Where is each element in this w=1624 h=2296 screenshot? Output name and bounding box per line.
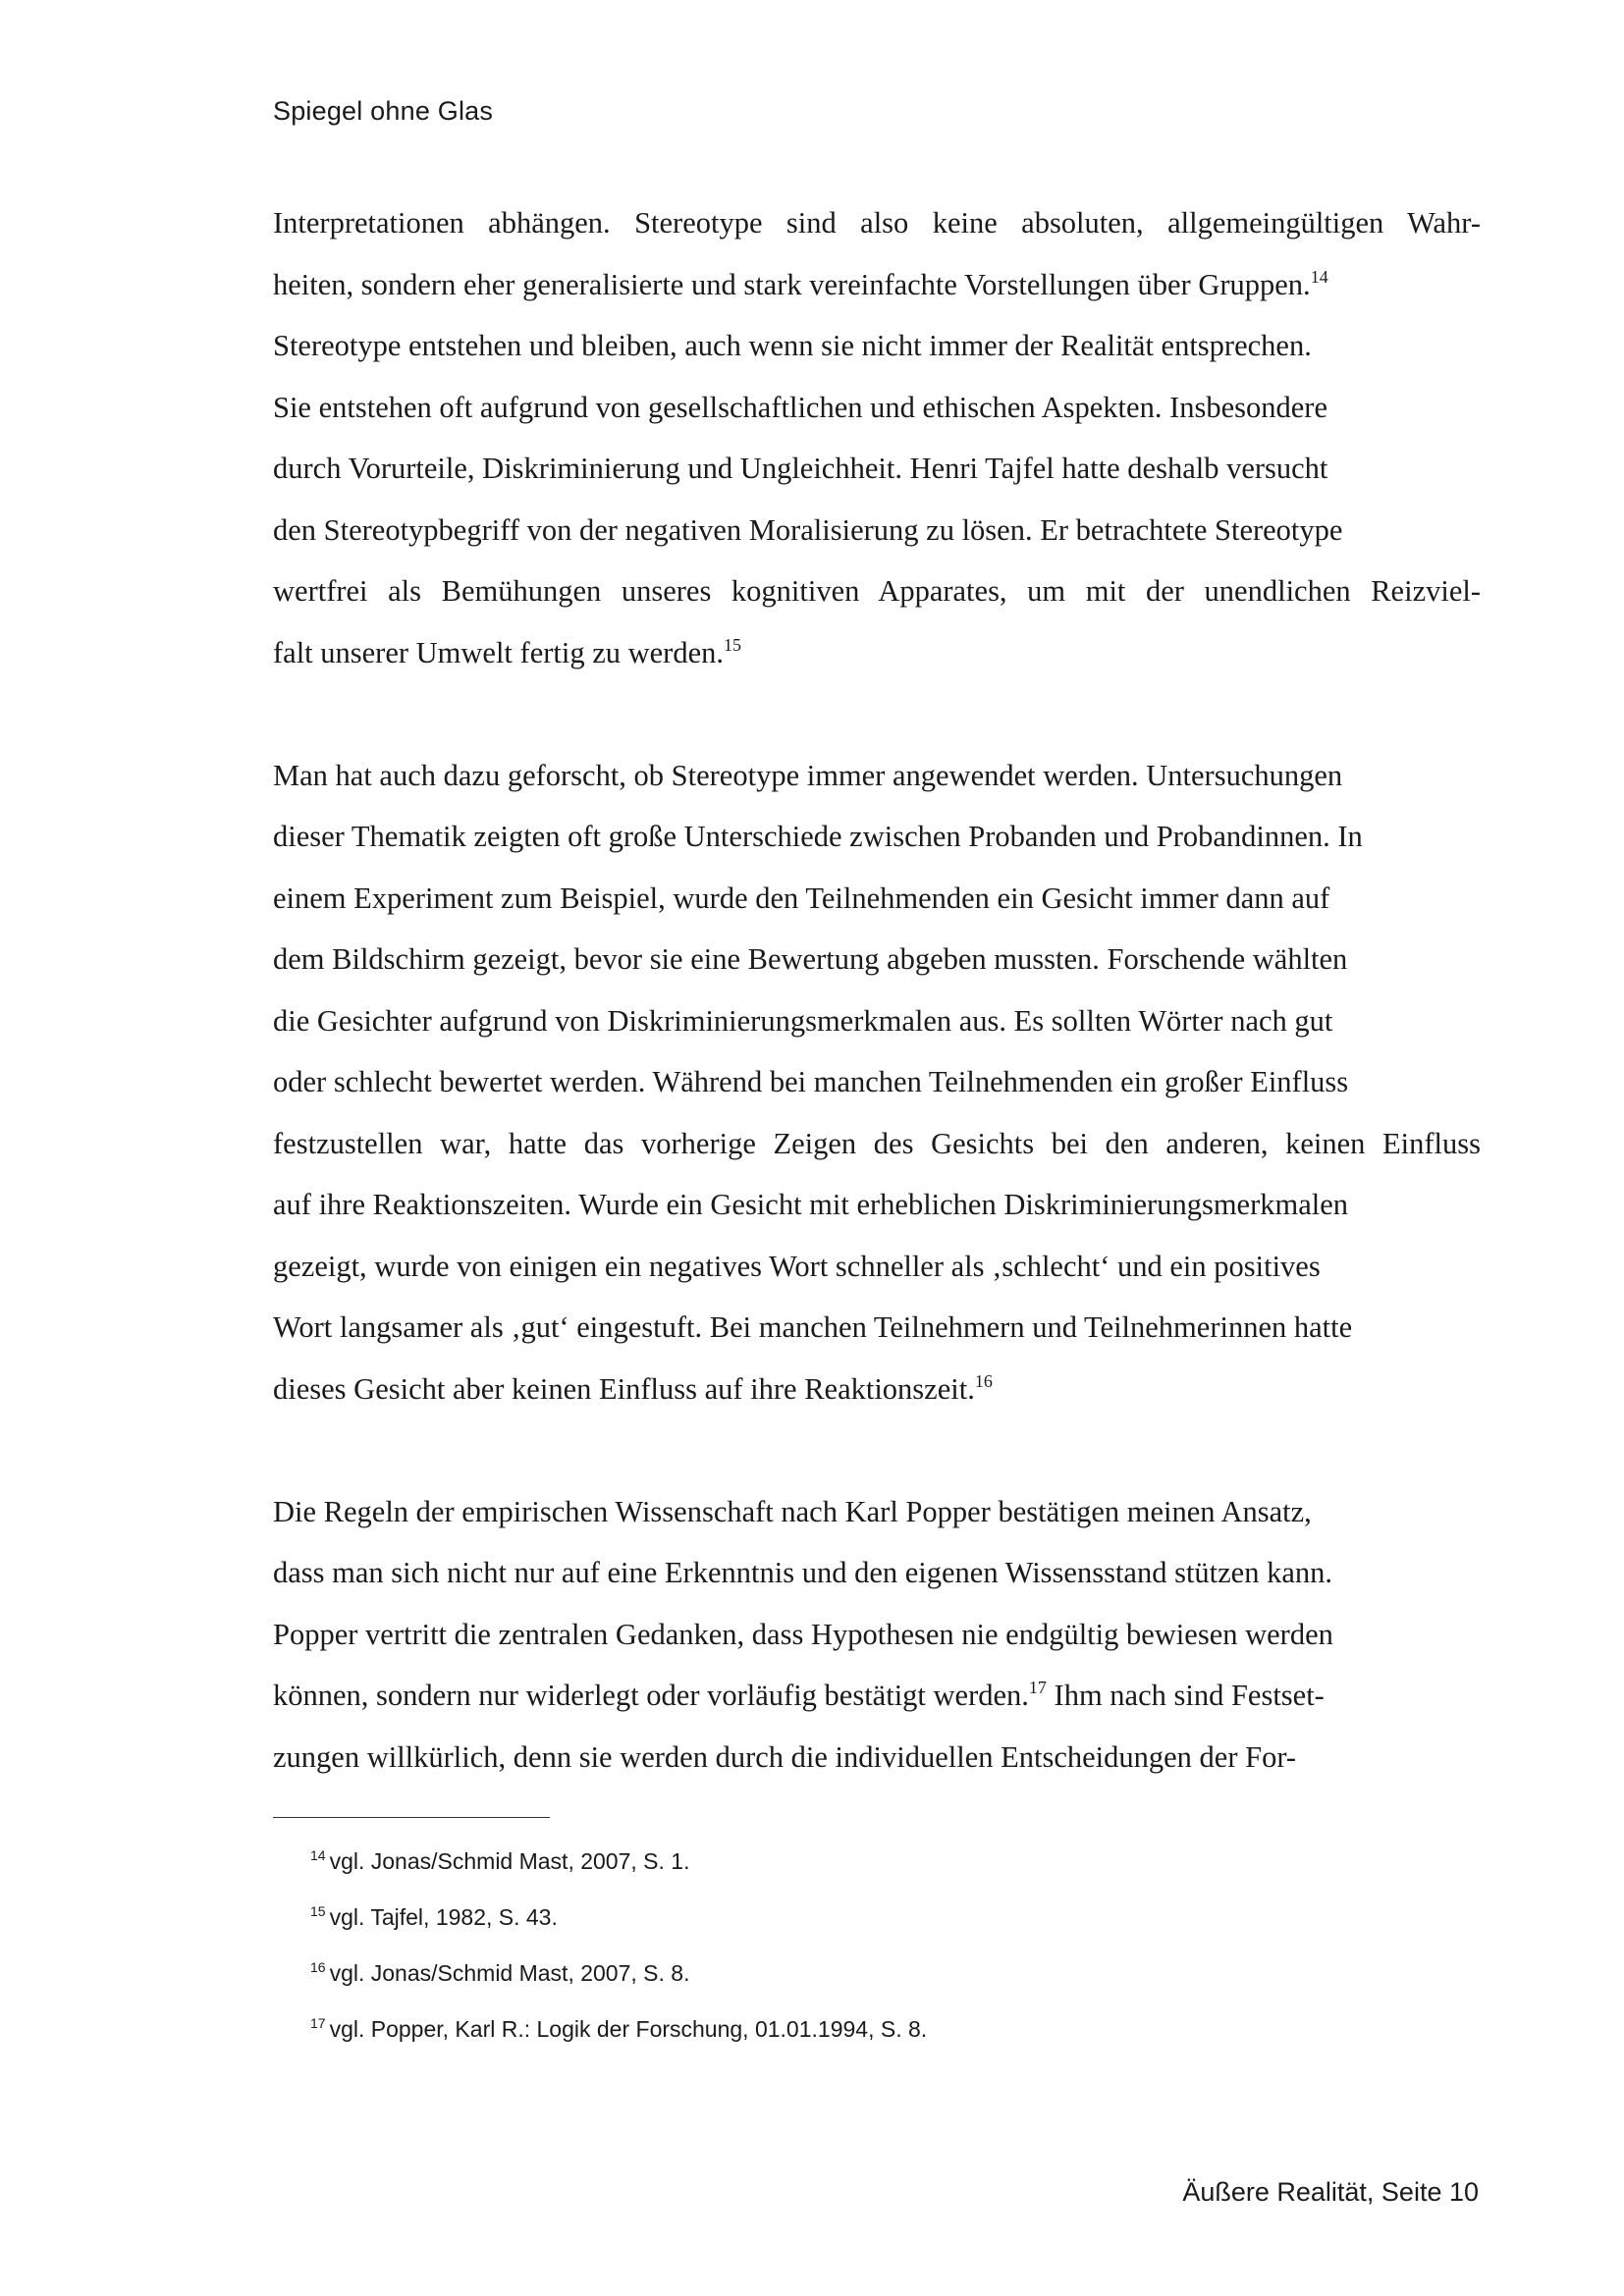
footnote-ref-15: 15 [724,634,742,655]
paragraph-1-line-7: wertfrei als Bemühungen unseres kognitiven Apparates, um mit der unendlichen Reizviel- [273,574,1481,608]
footnote-text: vgl. Jonas/Schmid Mast, 2007, S. 8. [329,1960,690,1986]
paragraph-3-line-1: Die Regeln der empirischen Wissenschaft nach Karl Popper bestätigen meinen Ansatz, [273,1494,1312,1528]
line-text-continued: Ihm nach sind Festset- [1046,1679,1325,1712]
paragraph-2-line-5: die Gesichter aufgrund von Diskriminierungsmerkmalen aus. Es sollten Wörter nach gut [273,1003,1333,1038]
footnote-16 [310,1946,927,2002]
line-text: falt unserer Umwelt fertig zu werden. [273,635,725,669]
paragraph-1-line-5: durch Vorurteile, Diskriminierung und Ungleichheit. Henri Tajfel hatte deshalb versucht [273,452,1328,485]
line-text: können, sondern nur widerlegt oder vorläufig bestätigt werden. [273,1679,1029,1712]
paragraph-2-line-9: gezeigt, wurde von einigen ein negatives Wort schneller als ‚schlecht‘ und ein positives [273,1249,1321,1283]
paragraph-1-line-6: den Stereotypbegriff von der negativen Moralisierung zu lösen. Er betrachtete Stereotype [273,512,1343,547]
footnotes [310,1834,927,2057]
paragraph-2-line-10: Wort langsamer als ‚gut‘ eingestuft. Bei manchen Teilnehmern und Teilnehmerinnen hatte [273,1310,1353,1344]
footnote-text: vgl. Jonas/Schmid Mast, 2007, S. 1. [329,1848,690,1874]
paragraph-3-line-5: zungen willkürlich, denn sie werden durch die individuellen Entscheidungen der For- [273,1739,1297,1774]
paragraph-2-line-6: oder schlecht bewertet werden. Während bei manchen Teilnehmenden ein großer Einfluss [273,1065,1349,1098]
line-text: dieses Gesicht aber keinen Einfluss auf ihre Reaktionszeit. [273,1371,975,1406]
footnote-text: vgl. Tajfel, 1982, S. 43. [329,1904,558,1930]
footnote-ref-17: 17 [1028,1678,1047,1697]
paragraph-2-line-2: dieser Thematik zeigten oft große Unterschiede zwischen Probanden und Probandinnen. In [273,820,1363,853]
running-header: Spiegel ohne Glas [273,96,494,126]
paragraph-2-line-1: Man hat auch dazu geforscht, ob Stereotype immer angewendet werden. Untersuchungen [273,758,1343,792]
paragraph-1-line-8 [273,622,1481,684]
paragraph-3-line-3: Popper vertritt die zentralen Gedanken, dass Hypothesen nie endgültig bewiesen werden [273,1617,1333,1651]
paragraph-2-line-7: festzustellen war, hatte das vorherige Zeigen des Gesichts bei den anderen, keinen Einfluss [273,1126,1481,1160]
paragraph-2-line-4: dem Bildschirm gezeigt, bevor sie eine Bewertung abgeben mussten. Forschende wählten [273,942,1348,976]
line-text: heiten, sondern eher generalisierte und stark vereinfachte Vorstellungen über Gruppen. [273,267,1311,301]
footnote-ref-16: 16 [974,1370,993,1391]
footnote-14 [310,1834,927,1890]
footnote-number: 16 [310,1959,326,1975]
paragraph-1-line-1: Interpretationen abhängen. Stereotype sind also keine absoluten, allgemeingültigen Wahr- [273,206,1481,240]
paragraph-3-line-4 [273,1665,1481,1727]
paragraph-1-line-4: Sie entstehen oft aufgrund von gesellschaftlichen und ethischen Aspekten. Insbesondere [273,390,1327,424]
paragraph-gap [273,683,1481,745]
paragraph-1-line-2 [273,254,1481,316]
page-footer: Äußere Realität, Seite 10 [1182,2177,1479,2207]
footnote-15 [310,1890,927,1946]
footnote-text: vgl. Popper, Karl R.: Logik der Forschung, 01.01.1994, S. 8. [329,2016,928,2042]
paragraph-2-line-8: auf ihre Reaktionszeiten. Wurde ein Gesicht mit erheblichen Diskriminierungsmerkmalen [273,1188,1349,1221]
paragraph-1-line-3: Stereotype entstehen und bleiben, auch wenn sie nicht immer der Realität entsprechen. [273,329,1312,362]
body-text [273,192,1481,1788]
paragraph-2-line-3: einem Experiment zum Beispiel, wurde den Teilnehmenden ein Gesicht immer dann auf [273,881,1330,915]
footnote-number: 17 [310,2015,326,2031]
footnote-ref-14: 14 [1310,266,1328,287]
paragraph-3-line-2: dass man sich nicht nur auf eine Erkenntnis und den eigenen Wissensstand stützen kann. [273,1556,1333,1589]
footnote-number: 15 [310,1903,326,1919]
paragraph-2-line-11 [273,1359,1481,1420]
footnote-number: 14 [310,1847,326,1863]
footnote-separator [273,1817,550,1818]
footnote-17 [310,2002,927,2057]
paragraph-gap [273,1419,1481,1481]
